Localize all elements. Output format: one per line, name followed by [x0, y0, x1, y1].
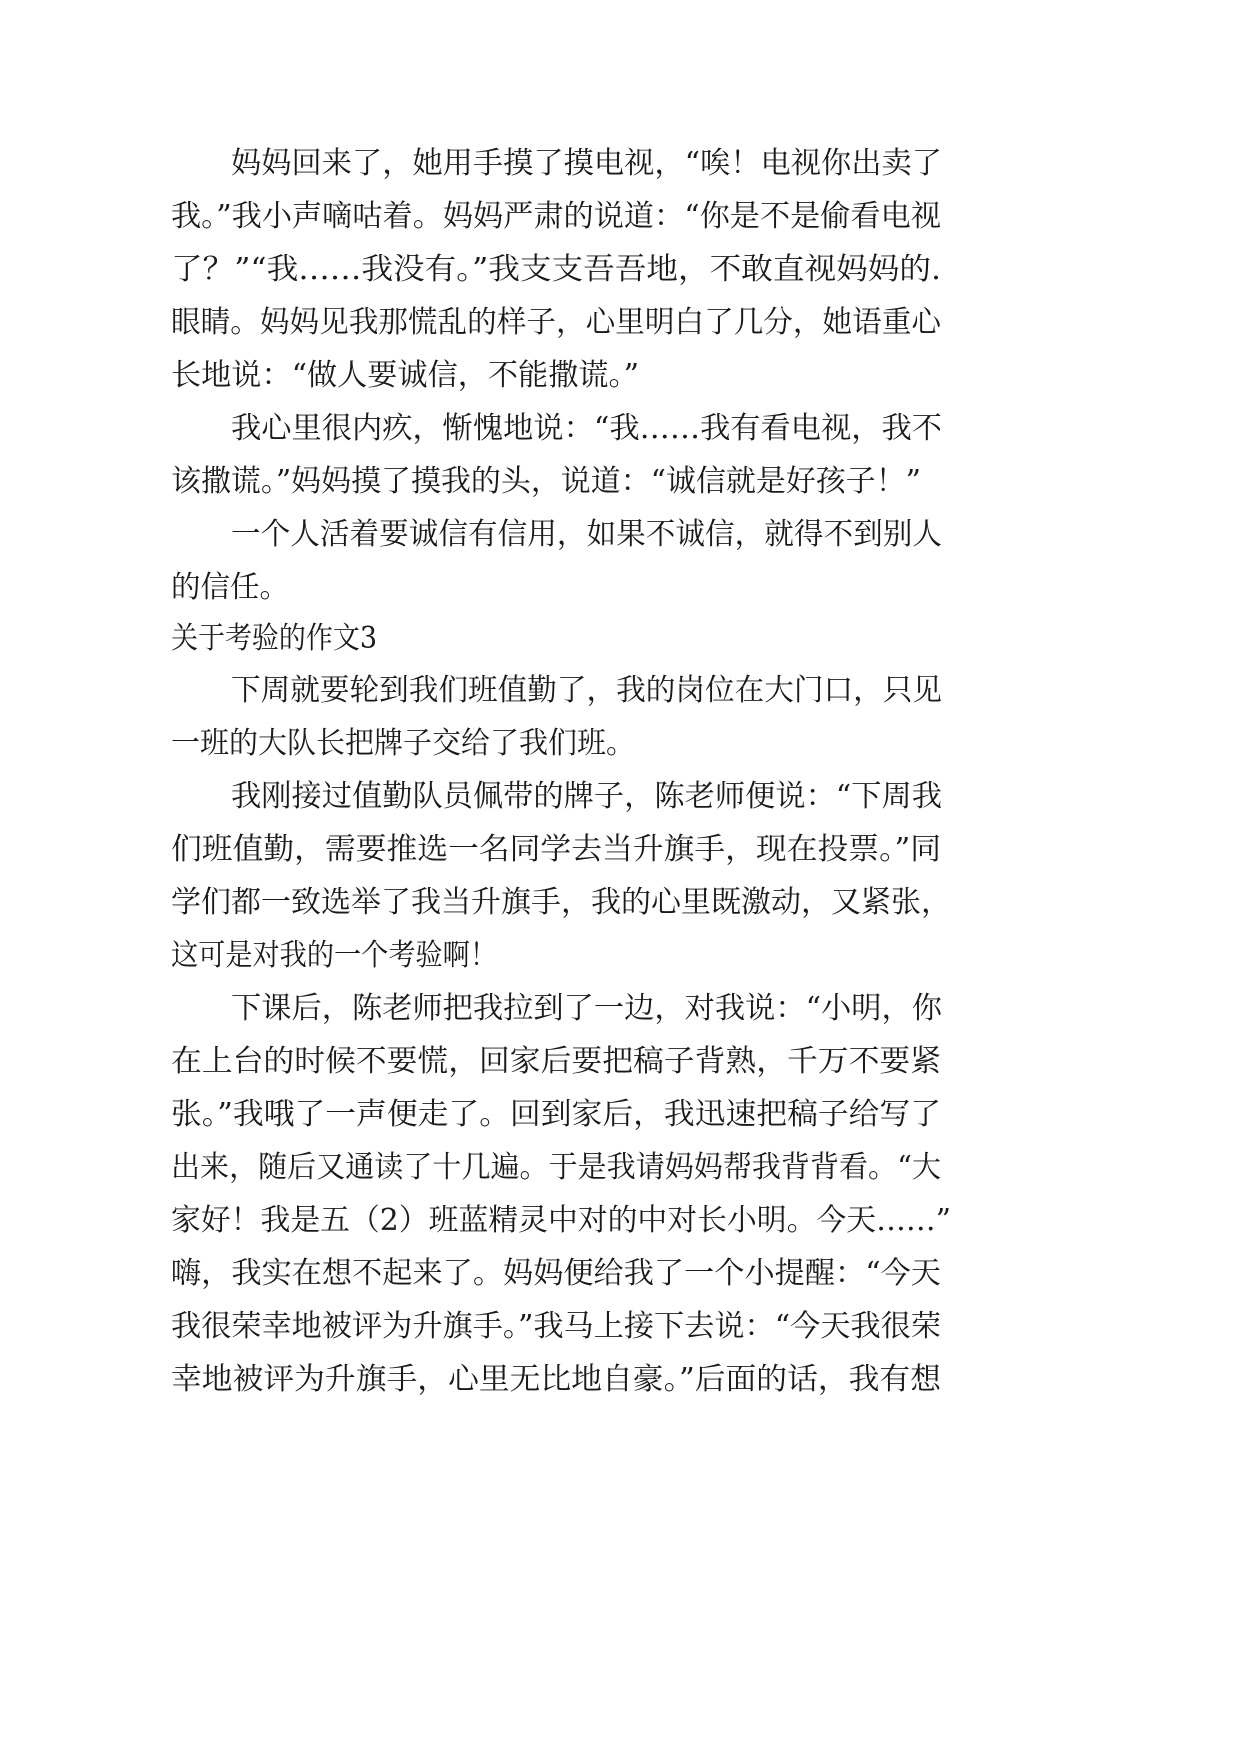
paragraph-line: 张。”我哦了一声便走了。回到家后，我迅速把稿子给写了: [171, 1097, 941, 1132]
paragraph-line: 的信任。: [171, 570, 289, 605]
paragraph-line: 下周就要轮到我们班值勤了，我的岗位在大门口，只见: [231, 673, 942, 708]
paragraph-line: 在上台的时候不要慌，回家后要把稿子背熟，千万不要紧: [171, 1044, 941, 1079]
section-heading: 关于考验的作文3: [171, 621, 377, 656]
paragraph-line: 我。”我小声嘀咕着。妈妈严肃的说道：“你是不是偷看电视: [171, 199, 941, 234]
paragraph-line: 学们都一致选举了我当升旗手，我的心里既激动，又紧张，: [171, 885, 951, 920]
paragraph-line: 家好！我是五（2）班蓝精灵中对的中对长小明。今天……”: [171, 1203, 951, 1238]
paragraph-line: 出来，随后又通读了十几遍。于是我请妈妈帮我背背看。“大: [171, 1150, 941, 1185]
paragraph-line: 下课后，陈老师把我拉到了一边，对我说：“小明，你: [231, 991, 942, 1026]
paragraph-line: 长地说：“做人要诚信，不能撒谎。”: [171, 358, 639, 393]
paragraph-line: 我很荣幸地被评为升旗手。”我马上接下去说：“今天我很荣: [171, 1309, 941, 1344]
paragraph-line: 我心里很内疚，惭愧地说：“我……我有看电视，我不: [231, 411, 942, 446]
paragraph-line: 该撒谎。”妈妈摸了摸我的头，说道：“诚信就是好孩子！”: [171, 464, 921, 499]
paragraph-line: 一个人活着要诚信有信用，如果不诚信，就得不到别人: [231, 517, 942, 552]
paragraph-line: 们班值勤，需要推选一名同学去当升旗手，现在投票。”同: [171, 832, 941, 867]
paragraph-line: 嗨，我实在想不起来了。妈妈便给我了一个小提醒：“今天: [171, 1256, 941, 1291]
paragraph-line: 眼睛。妈妈见我那慌乱的样子，心里明白了几分，她语重心: [171, 305, 941, 340]
paragraph-line: 妈妈回来了，她用手摸了摸电视，“唉！电视你出卖了: [231, 146, 942, 181]
paragraph-line: 幸地被评为升旗手，心里无比地自豪。”后面的话，我有想: [171, 1362, 941, 1397]
paragraph-line: 了？”“我……我没有。”我支支吾吾地，不敢直视妈妈的.: [171, 252, 941, 287]
paragraph-line: 一班的大队长把牌子交给了我们班。: [171, 726, 635, 761]
paragraph-line: 我刚接过值勤队员佩带的牌子，陈老师便说：“下周我: [231, 779, 942, 814]
paragraph-line: 这可是对我的一个考验啊！: [171, 938, 497, 973]
